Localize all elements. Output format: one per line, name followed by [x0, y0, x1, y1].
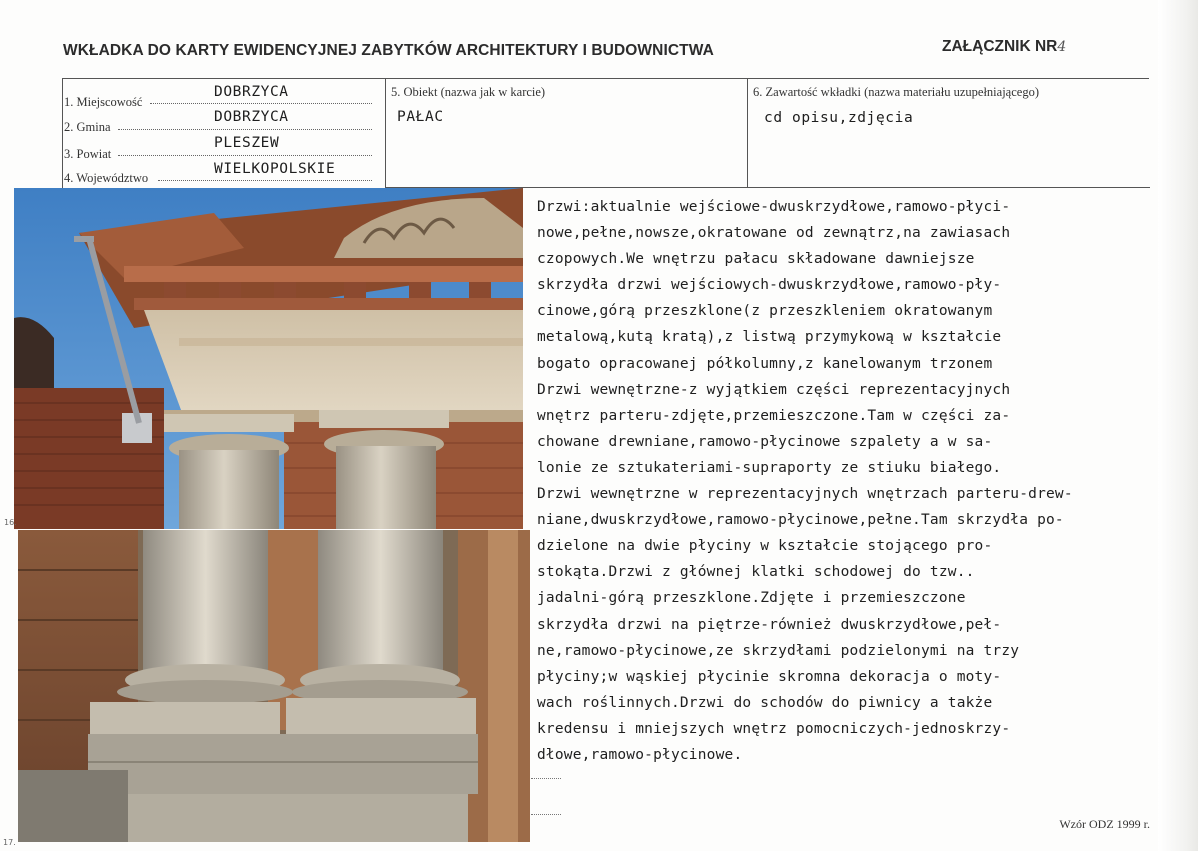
template-note: Wzór ODZ 1999 r.	[1059, 817, 1150, 831]
description-line: dzielone na dwie płyciny w kształcie stojącego pro-	[537, 538, 993, 555]
field-label-miejscowosc: 1. Miejscowość	[64, 95, 143, 109]
photo-number-16: 16.	[4, 518, 17, 527]
description-line: chowane drewniane,ramowo-płycinowe szpalety a w sa-	[537, 433, 993, 450]
field-label-gmina: 2. Gmina	[64, 120, 111, 134]
description-line: metalową,kutą kratą),z listwą przymykową w kształcie	[537, 329, 1002, 346]
photo-portico-capitals	[14, 188, 523, 529]
dotted-line	[531, 814, 561, 815]
description-line: nowe,pełne,nowsze,okratowane od zewnątrz,na zawiasach	[537, 225, 1011, 242]
field-value-gmina: DOBRZYCA	[214, 109, 289, 125]
description-line: jadalni-górą przeszklone.Zdjęte i przemieszczone	[537, 590, 966, 607]
description-text	[537, 194, 1117, 768]
description-line: wach roślinnych.Drzwi do schodów do piwnicy a także	[537, 694, 993, 711]
field-dots	[158, 180, 372, 181]
photo-number-17: 17.	[3, 838, 16, 847]
field-dots	[118, 155, 372, 156]
field-dots	[150, 103, 372, 104]
description-line: lonie ze sztukateriami-supraporty ze stiuku białego.	[537, 459, 1002, 476]
description-line: dłowe,ramowo-płycinowe.	[537, 746, 743, 763]
column-divider-2	[747, 78, 748, 188]
photo-column-bases	[18, 530, 530, 842]
description-line: skrzydła drzwi na piętrze-również dwuskrzydłowe,peł-	[537, 616, 1002, 633]
attachment-number	[942, 38, 1066, 56]
description-line: ne,ramowo-płycinowe,ze skrzydłami podzielonymi na trzy	[537, 642, 1020, 659]
description-line: skrzydła drzwi wejściowych-dwuskrzydłowe,ramowo-pły-	[537, 277, 1002, 294]
field-value-wojewodztwo: WIELKOPOLSKIE	[214, 161, 336, 177]
field-dots	[118, 129, 372, 130]
contents-label: 6. Zawartość wkładki (nazwa materiału uzupełniającego)	[753, 85, 1039, 99]
description-line: wnętrz parteru-zdjęte,przemieszczone.Tam w części za-	[537, 407, 1011, 424]
field-value-miejscowosc: DOBRZYCA	[214, 84, 289, 100]
left-border	[62, 78, 63, 188]
description-line: Drzwi:aktualnie wejściowe-dwuskrzydłowe,ramowo-płyci-	[537, 199, 1011, 215]
object-label: 5. Obiekt (nazwa jak w karcie)	[391, 85, 546, 99]
description-line: Drzwi wewnętrzne w reprezentacyjnych wnętrzach parteru-drew-	[537, 486, 1073, 503]
form-title: WKŁADKA DO KARTY EWIDENCYJNEJ ZABYTKÓW ARCHITEKTURY I BUDOWNICTWA	[63, 42, 714, 59]
description-line: czopowych.We wnętrzu pałacu składowane dawniejsze	[537, 251, 975, 268]
dotted-line	[531, 778, 561, 779]
description-line: stokąta.Drzwi z głównej klatki schodowej do tzw..	[537, 564, 975, 581]
header-rule	[62, 78, 1149, 79]
scan-edge-shadow	[1158, 0, 1198, 851]
description-line: bogato opracowanej półkolumny,z kanelowanym trzonem	[537, 355, 993, 372]
object-value: PAŁAC	[397, 109, 444, 125]
field-label-powiat: 3. Powiat	[64, 147, 112, 161]
contents-value: cd opisu,zdjęcia	[764, 110, 914, 126]
field-label-wojewodztwo: 4. Województwo	[64, 171, 149, 185]
field-value-powiat: PLESZEW	[214, 135, 280, 151]
description-line: Drzwi wewnętrzne-z wyjątkiem części reprezentacyjnych	[537, 381, 1011, 398]
description-line: niane,dwuskrzydłowe,ramowo-płycinowe,pełne.Tam skrzydła po-	[537, 512, 1064, 529]
attachment-label: ZAŁĄCZNIK NR	[942, 38, 1058, 55]
description-line: płyciny;w wąskiej płycinie skromna dekoracja o moty-	[537, 668, 1002, 685]
column-divider-1	[385, 78, 386, 188]
description-line: kredensu i mniejszych wnętrz pomocniczych-jednoskrzy-	[537, 720, 1011, 737]
attachment-number-handwritten: 4	[1057, 39, 1067, 55]
description-line: cinowe,górą przeszklone(z przeszkleniem okratowanym	[537, 303, 993, 320]
